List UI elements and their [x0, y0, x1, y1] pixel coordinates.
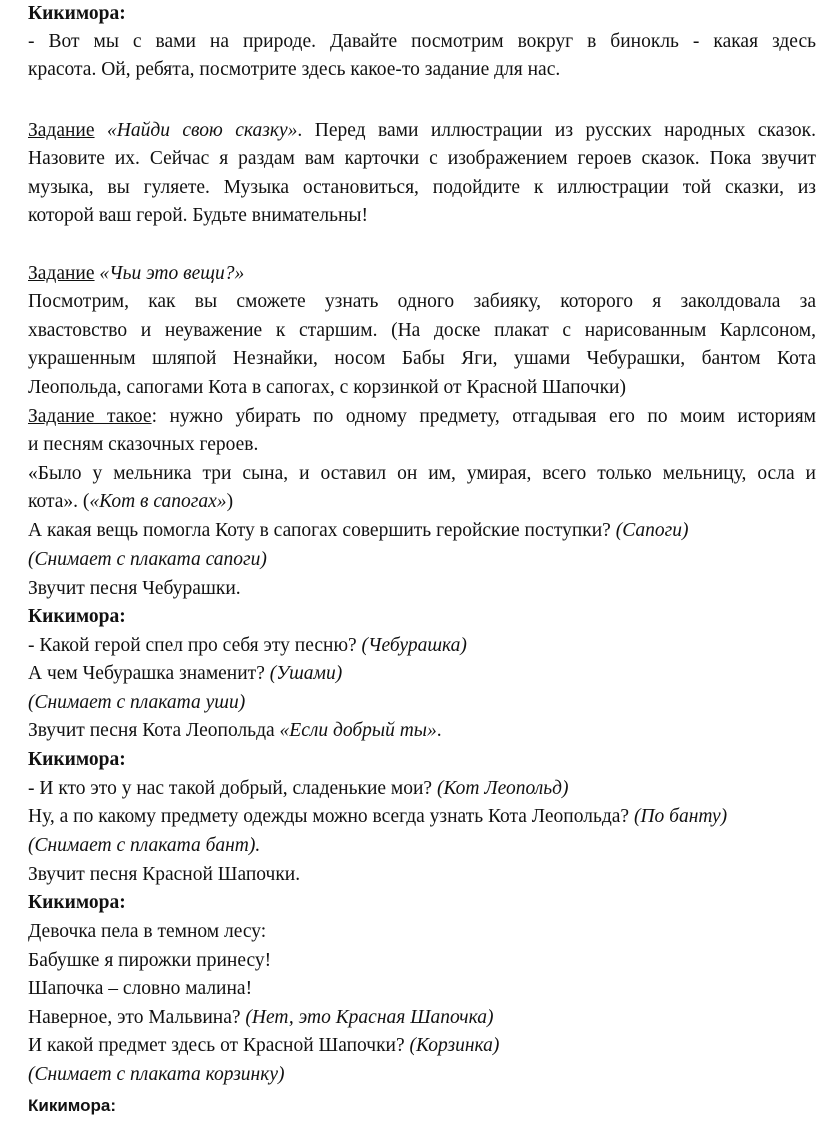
task-title: «Чьи это вещи?»: [99, 263, 245, 284]
song-note: Звучит песня Красной Шапочки.: [28, 864, 301, 885]
paragraph-line: музыка, вы гуляете. Музыка остановиться, подойдите к иллюстрации той сказки, из: [28, 177, 816, 198]
question-line: - Какой герой спел про себя эту песню? (Чебурашка): [28, 635, 467, 656]
verse-line: Девочка пела в темном лесу:: [28, 921, 267, 942]
question-line: И какой предмет здесь от Красной Шапочки? (Корзинка): [28, 1035, 500, 1056]
task-title: «Найди свою сказку»: [107, 120, 298, 141]
paragraph-line: украшенным шляпой Незнайки, носом Бабы Яги, ушами Чебурашки, бантом Кота: [28, 348, 816, 369]
paragraph-line: хвастовство и неуважение к старшим. (На доске плакат с нарисованным Карлсоном,: [28, 320, 816, 341]
speaker-heading: Кикимора:: [28, 1096, 117, 1115]
paragraph-line: кота». («Кот в сапогах»): [28, 491, 234, 512]
task-label: Задание: [28, 120, 95, 141]
task-label: Задание такое: [28, 406, 152, 427]
paragraph-line: Посмотрим, как вы сможете узнать одного забияку, которого я заколдовала за: [28, 291, 816, 312]
speaker-heading: Кикимора:: [28, 749, 126, 770]
answer: (Кот Леопольд): [436, 778, 569, 799]
task-label: Задание: [28, 263, 95, 284]
song-note: Звучит песня Чебурашки.: [28, 578, 241, 599]
answer: (По банту): [633, 806, 728, 827]
paragraph-line: «Было у мельника три сына, и оставил он им, умирая, всего только мельницу, осла и: [28, 463, 816, 484]
paragraph-line: - Вот мы с вами на природе. Давайте посмотрим вокруг в бинокль - какая здесь: [28, 31, 816, 52]
task-line: Задание «Найди свою сказку». Перед вами иллюстрации из русских народных сказок.: [28, 120, 816, 141]
answer: (Корзинка): [409, 1035, 500, 1056]
task-line: [28, 260, 244, 288]
paragraph-line: и песням сказочных героев.: [28, 434, 259, 455]
song-note: Звучит песня Кота Леопольда «Если добрый ты».: [28, 720, 442, 741]
answer: (Нет, это Красная Шапочка): [245, 1007, 494, 1028]
question-line: - И кто это у нас такой добрый, сладенькие мои? (Кот Леопольд): [28, 778, 569, 799]
verse-line: Бабушке я пирожки принесу!: [28, 950, 272, 971]
paragraph-line: Задание такое: нужно убирать по одному предмету, отгадывая его по моим историям: [28, 406, 816, 427]
question-line: А какая вещь помогла Коту в сапогах совершить геройские поступки? (Сапоги): [28, 520, 689, 541]
paragraph-line: красота. Ой, ребята, посмотрите здесь какое-то задание для нас.: [28, 59, 561, 80]
speaker-heading: Кикимора:: [28, 892, 126, 913]
verse-line: Шапочка – словно малина!: [28, 978, 253, 999]
paragraph-line: которой ваш герой. Будьте внимательны!: [28, 205, 369, 226]
song-title: «Если добрый ты»: [279, 720, 437, 741]
question-line: Наверное, это Мальвина? (Нет, это Красная Шапочка): [28, 1007, 494, 1028]
paragraph-line: Назовите их. Сейчас я раздам вам карточки с изображением героев сказок. Пока звучит: [28, 148, 816, 169]
stage-direction: (Снимает с плаката уши): [28, 692, 246, 713]
paragraph-line: Леопольда, сапогами Кота в сапогах, с корзинкой от Красной Шапочки): [28, 377, 626, 398]
speaker-heading: Кикимора:: [28, 3, 126, 24]
story-title: «Кот в сапогах»: [89, 491, 227, 512]
answer: (Сапоги): [615, 520, 689, 541]
stage-direction: (Снимает с плаката сапоги): [28, 549, 267, 570]
answer: (Ушами): [269, 663, 343, 684]
stage-direction: (Снимает с плаката корзинку): [28, 1064, 285, 1085]
question-line: Ну, а по какому предмету одежды можно всегда узнать Кота Леопольда? (По банту): [28, 806, 728, 827]
speaker-heading: Кикимора:: [28, 606, 126, 627]
answer: (Чебурашка): [361, 635, 467, 656]
stage-direction: (Снимает с плаката бант).: [28, 835, 261, 856]
question-line: А чем Чебурашка знаменит? (Ушами): [28, 663, 343, 684]
